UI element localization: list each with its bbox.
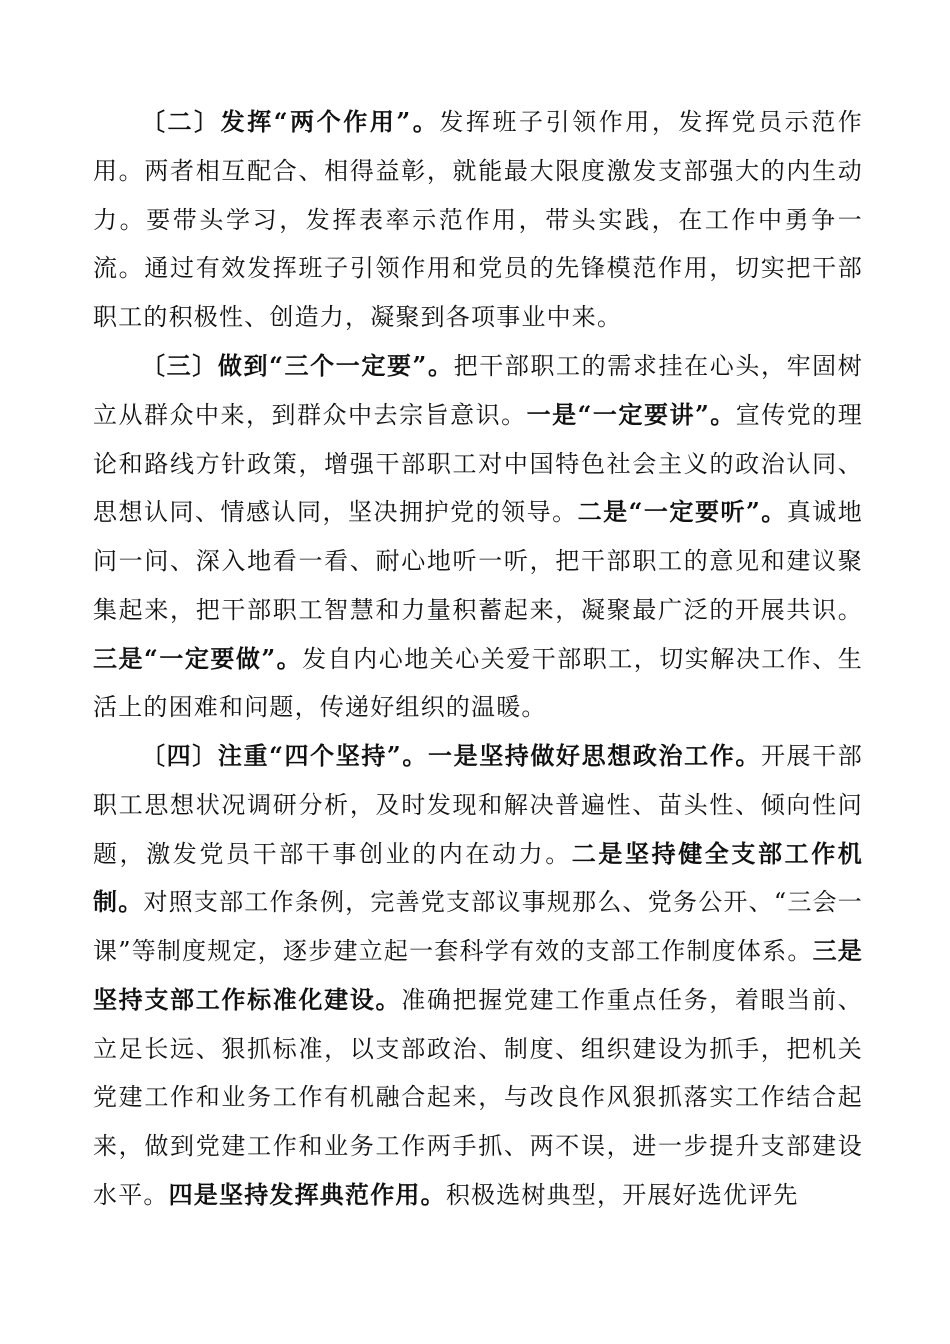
item-text-must-speak: 宣传党的理论和路线方针政策，增强干部职工对中国特色社会主义的政治认同、思想认同、情感认同，坚决拥护党的领导。 [93, 400, 864, 527]
item-label-must-listen: 二是“一定要听”。 [577, 497, 787, 527]
item-label-must-speak: 一是“一定要讲”。 [526, 399, 736, 429]
paragraph-three-musts [93, 342, 863, 732]
item-text-work-mechanism: 对照支部工作条例，完善党支部议事规那么、党务公开、“三会一课”等制度规定，逐步建立起一套科学有效的支部工作制度体系。 [93, 888, 863, 965]
item-label-must-act: 三是“一定要做”。 [93, 643, 303, 673]
body-two-roles: 发挥班子引领作用，发挥党员示范作用。两者相互配合、相得益彰，就能最大限度激发支部强大的内生动力。要带头学习，发挥表率示范作用，带头实践，在工作中勇争一流。通过有效发挥班子引领作用和党员的先锋模范作用，切实把干部职工的积极性、创造力，凝聚到各项事业中来。 [93, 108, 863, 331]
item-label-role-models: 四是坚持发挥典范作用。 [168, 1179, 446, 1209]
item-text-must-act: 发自内心地关心关爱干部职工，切实解决工作、生活上的困难和问题，传递好组织的温暖。 [93, 644, 863, 722]
item-label-standardization: 三是坚持支部工作标准化建设。 [93, 936, 863, 1014]
heading-three-musts: 〔三〕做到“三个一定要”。 [141, 351, 454, 380]
heading-four-persistences: 〔四〕注重“四个坚持”。 [141, 741, 428, 770]
item-label-work-mechanism: 二是坚持健全支部工作机制。 [93, 838, 863, 917]
item-text-standardization: 准确把握党建工作重点任务，着眼当前、立足长远、狠抓标准，以支部政治、制度、组织建设为抓手，把机关党建工作和业务工作有机融合起来，与改良作风狠抓落实工作结合起来，做到党建工作和业务工作两手抓、两不误，进一步提升支部建设水平。 [93, 985, 863, 1209]
paragraph-two-roles [93, 98, 863, 342]
item-label-political-work: 一是坚持做好思想政治工作。 [427, 741, 761, 770]
heading-two-roles: 〔二〕发挥“两个作用”。 [141, 107, 440, 136]
item-text-must-listen: 真诚地问一问、深入地看一看、耐心地听一听，把干部职工的意见和建议聚集起来，把干部职工智慧和力量积蓄起来，凝聚最广泛的开展共识。 [93, 498, 863, 624]
item-text-political-work: 开展干部职工思想状况调研分析，及时发现和解决普遍性、苗头性、倾向性问题，激发党员干部干事创业的内在动力。 [93, 742, 863, 868]
paragraph-four-persistences [93, 732, 863, 1220]
item-text-role-models: 积极选树典型，开展好选优评先 [445, 1180, 799, 1209]
intro-three-musts: 把干部职工的需求挂在心头，牢固树立从群众中来，到群众中去宗旨意识。 [93, 352, 863, 429]
